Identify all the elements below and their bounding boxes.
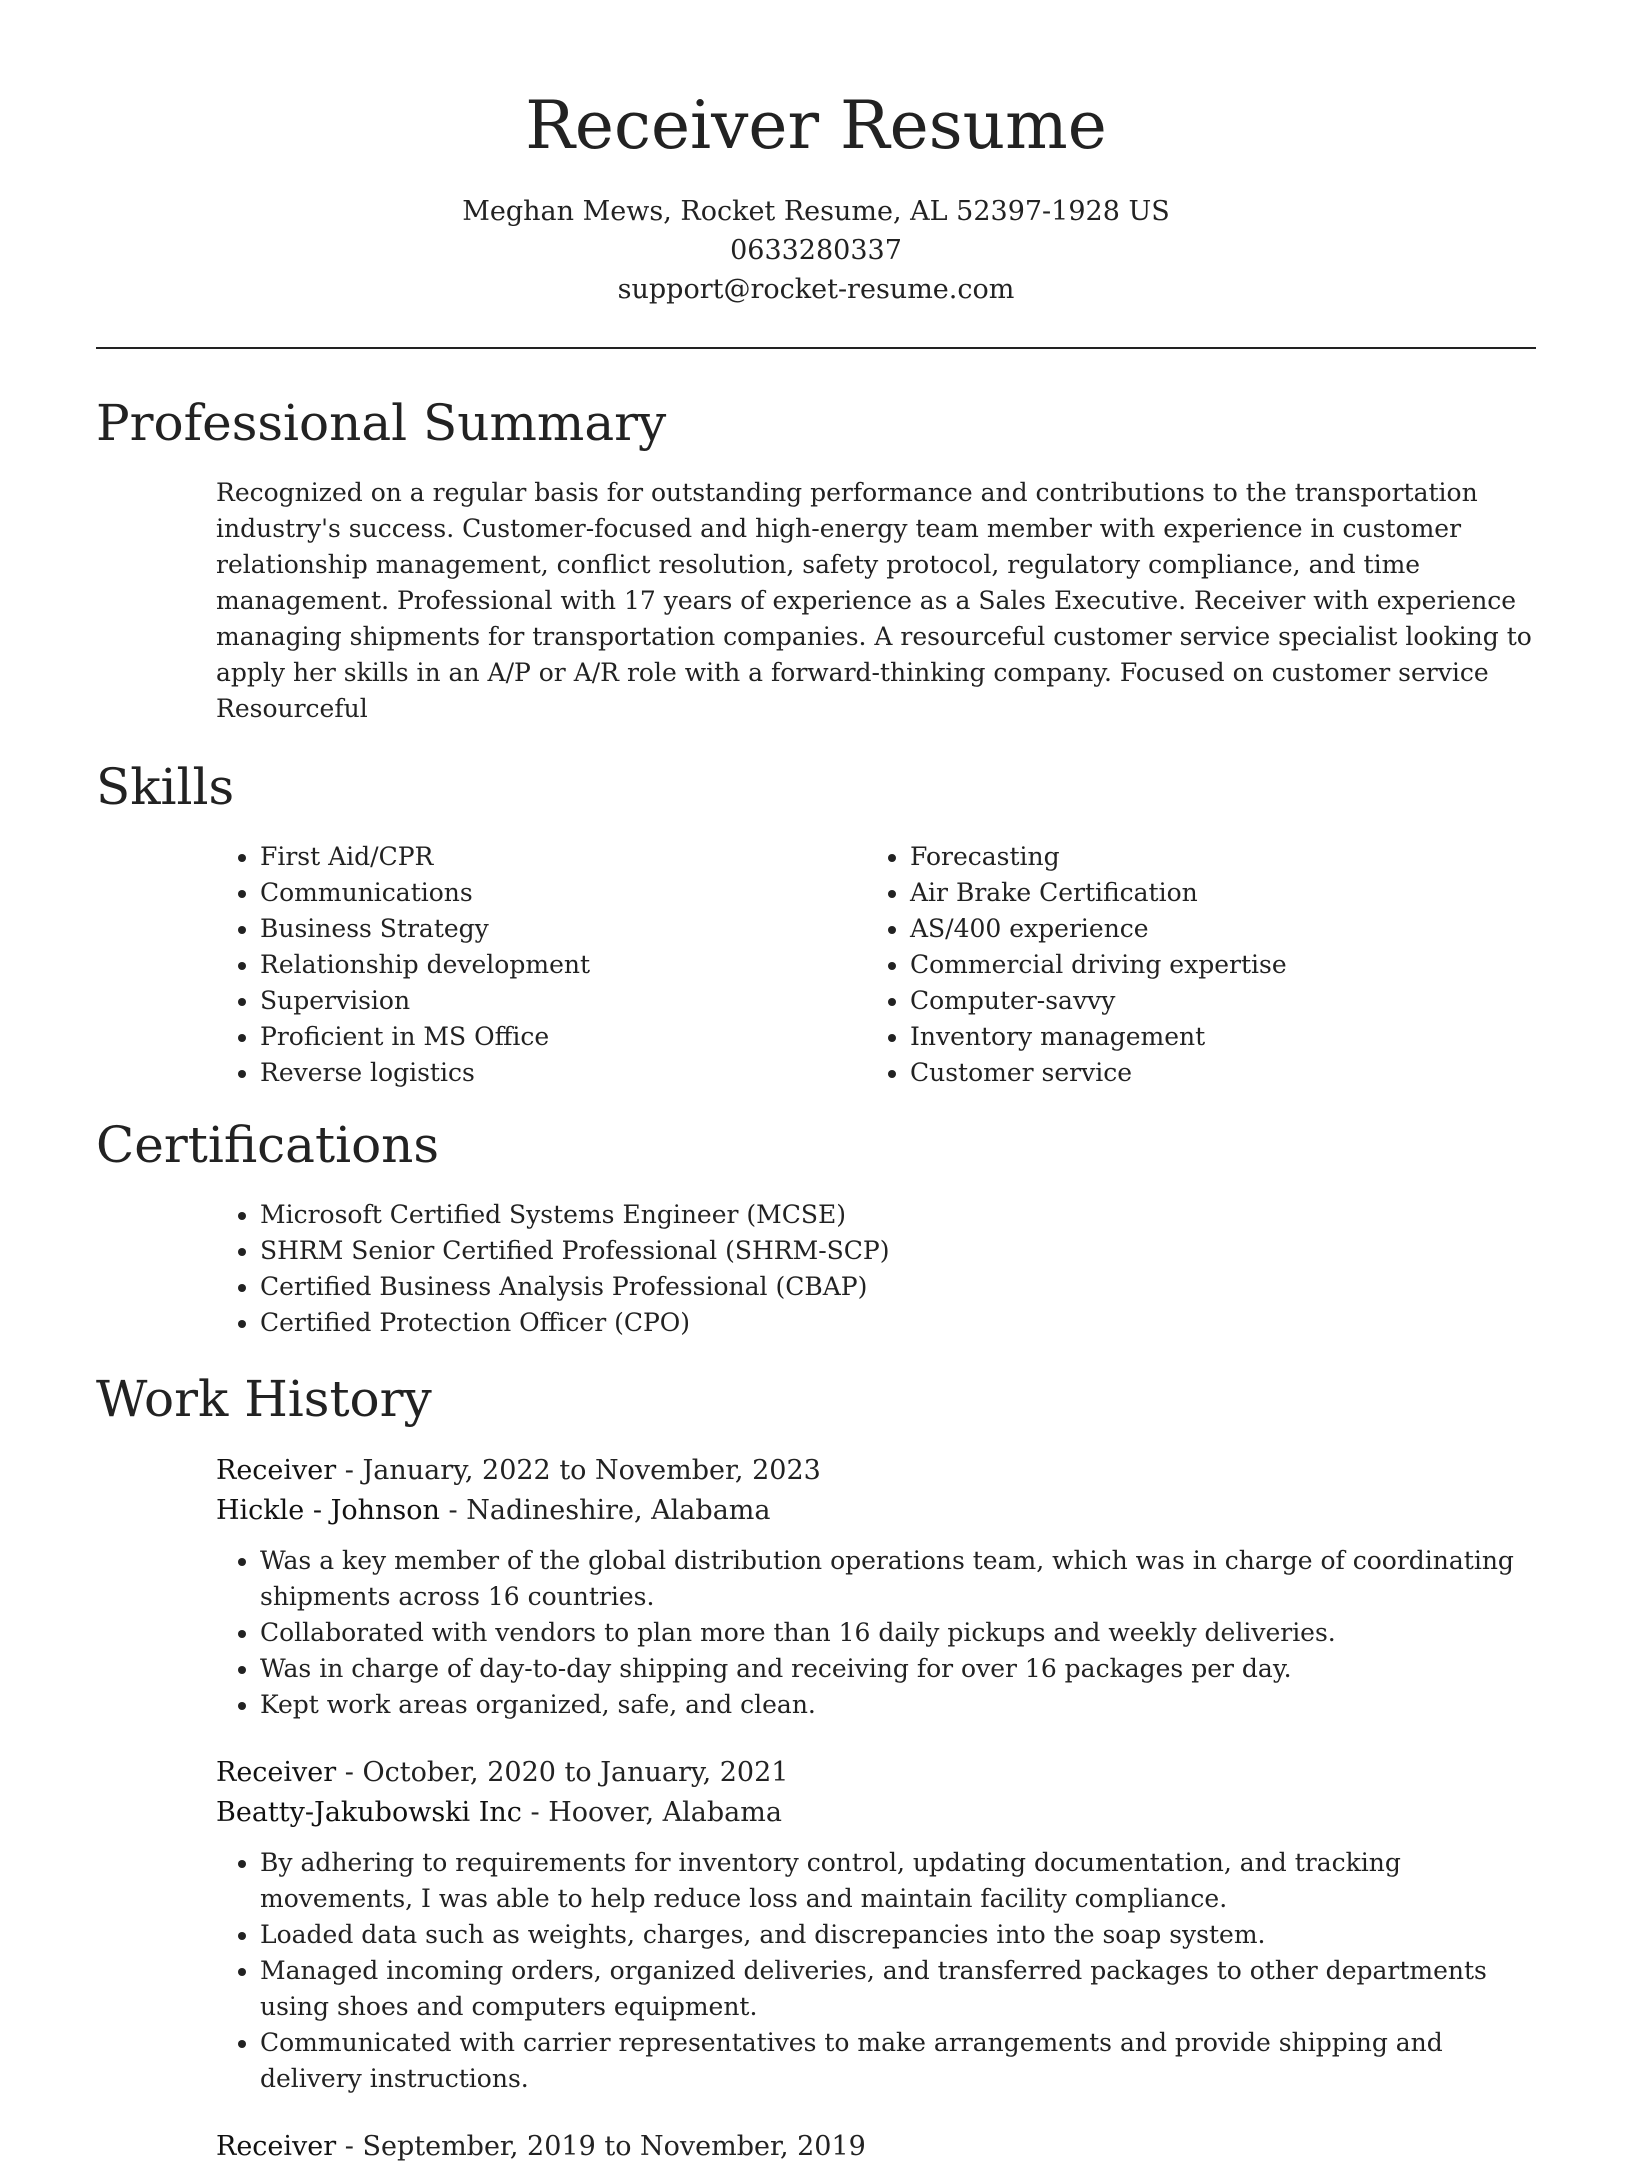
skill-item: • Business Strategy (260, 911, 866, 947)
summary-heading: Professional Summary (96, 394, 667, 452)
job-entry (216, 2127, 1536, 2167)
job-entry (216, 1753, 1536, 2097)
job-title: Receiver (216, 1455, 337, 1486)
contact-address: Meghan Mews, Rocket Resume, AL 52397-1928 US (462, 196, 1170, 227)
job-bullet: • Kept work areas organized, safe, and clean. (260, 1687, 1536, 1723)
certifications-section (96, 1113, 1536, 1341)
header-divider (96, 347, 1536, 349)
skill-item: • Air Brake Certification (910, 875, 1516, 911)
certification-item: • SHRM Senior Certified Professional (SHRM-SCP) (260, 1233, 1536, 1269)
job-bullet: • Managed incoming orders, organized deliveries, and transferred packages to other departments using shoes and computers equipment. (260, 1953, 1536, 2025)
job-title-line: Receiver - January, 2022 to November, 2023 (216, 1455, 821, 1486)
job-entry (216, 1451, 1536, 1723)
skills-list-right (866, 839, 1516, 1091)
job-company: Beatty-Jakubowski Inc (216, 1797, 522, 1828)
job-dates: September, 2019 to November, 2019 (362, 2131, 866, 2162)
contact-phone: 0633280337 (730, 235, 902, 266)
resume-title: Receiver Resume (525, 87, 1107, 164)
certification-item: • Certified Protection Officer (CPO) (260, 1305, 1536, 1341)
skill-item: • Inventory management (910, 1019, 1516, 1055)
work-history-heading: Work History (96, 1370, 432, 1428)
job-bullet: • Was a key member of the global distribution operations team, which was in charge of coordinating shipments across 16 countries. (260, 1543, 1536, 1615)
skill-item: • AS/400 experience (910, 911, 1516, 947)
job-location: Hoover, Alabama (548, 1797, 782, 1828)
job-bullet: • Loaded data such as weights, charges, and discrepancies into the soap system. (260, 1917, 1536, 1953)
skills-list-left (216, 839, 866, 1091)
skills-section (96, 755, 1536, 1091)
certification-item: • Certified Business Analysis Professional (CBAP) (260, 1269, 1536, 1305)
resume-page (96, 0, 1536, 2167)
job-title-line: Receiver - October, 2020 to January, 2021 (216, 1757, 789, 1788)
skill-item: • Communications (260, 875, 866, 911)
skill-item: • Customer service (910, 1055, 1516, 1091)
job-company-line: Hickle - Johnson - Nadineshire, Alabama (216, 1495, 771, 1526)
skills-heading: Skills (96, 758, 235, 816)
job-location: Nadineshire, Alabama (466, 1495, 771, 1526)
job-bullet: • Was in charge of day-to-day shipping and receiving for over 16 packages per day. (260, 1651, 1536, 1687)
job-company: Hickle - Johnson (216, 1495, 440, 1526)
summary-text: Recognized on a regular basis for outstanding performance and contributions to the transportation industry's success. Customer-focused and high-energy team member with experience in customer relationship management, conflict resolution, safety protocol, regulatory compliance, and time management. Professional with 17 years of experience as a Sales Executive. Receiver with experience managing shipments for transportation companies. A resourceful customer service specialist looking to apply her skills in an A/P or A/R role with a forward-thinking company. Focused on customer service Resourceful (216, 478, 1532, 723)
skill-item: • Commercial driving expertise (910, 947, 1516, 983)
job-title: Receiver (216, 2131, 337, 2162)
job-bullet: • By adhering to requirements for inventory control, updating documentation, and tracking movements, I was able to help reduce loss and maintain facility compliance. (260, 1845, 1536, 1917)
skill-item: • Reverse logistics (260, 1055, 866, 1091)
job-dates: January, 2022 to November, 2023 (362, 1455, 821, 1486)
summary-section (96, 391, 1536, 727)
job-title-line: Receiver - September, 2019 to November, 2019 (216, 2131, 866, 2162)
job-bullets (216, 1543, 1536, 1723)
certifications-list (216, 1197, 1536, 1341)
certification-item: • Microsoft Certified Systems Engineer (MCSE) (260, 1197, 1536, 1233)
contact-info (96, 192, 1536, 309)
skill-item: • First Aid/CPR (260, 839, 866, 875)
job-company-line: Beatty-Jakubowski Inc - Hoover, Alabama (216, 1797, 782, 1828)
certifications-heading: Certifications (96, 1116, 440, 1174)
work-history-section (96, 1367, 1536, 2167)
skill-item: • Forecasting (910, 839, 1516, 875)
skill-item: • Proficient in MS Office (260, 1019, 866, 1055)
job-title: Receiver (216, 1757, 337, 1788)
job-bullet: • Communicated with carrier representatives to make arrangements and provide shipping and delivery instructions. (260, 2025, 1536, 2097)
job-dates: October, 2020 to January, 2021 (362, 1757, 789, 1788)
skills-columns (216, 839, 1536, 1091)
skill-item: • Computer-savvy (910, 983, 1516, 1019)
contact-email: support@rocket-resume.com (617, 274, 1015, 305)
skill-item: • Supervision (260, 983, 866, 1019)
job-bullets (216, 1845, 1536, 2097)
skill-item: • Relationship development (260, 947, 866, 983)
job-bullet: • Collaborated with vendors to plan more than 16 daily pickups and weekly deliveries. (260, 1615, 1536, 1651)
